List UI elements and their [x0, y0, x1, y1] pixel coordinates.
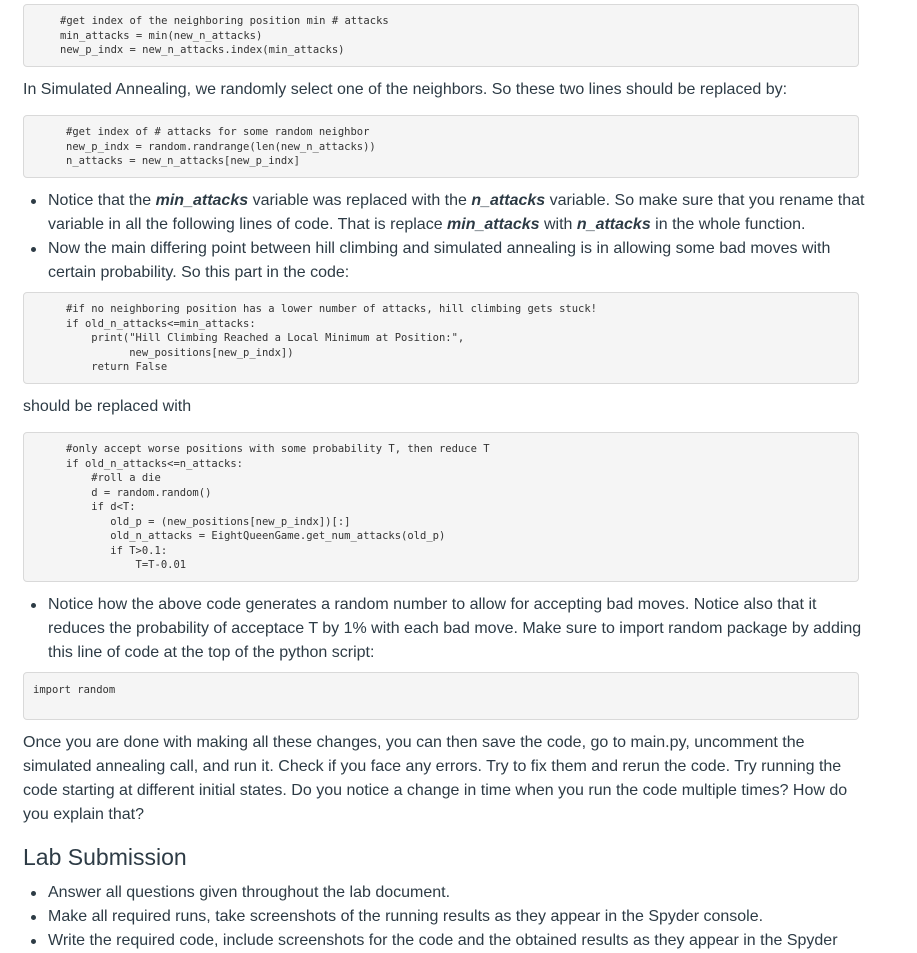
code-text: import random: [33, 684, 116, 696]
variable-name: n_attacks: [576, 216, 651, 233]
bullet-text: variable. So make sure that you rename that variable in all the following lines of code. That is replace: [48, 192, 865, 233]
submission-list: [23, 881, 873, 953]
list-item: Notice how the above code generates a random number to allow for accepting bad moves. Notice also that it reduces the probability of acceptace T by 1% with each bad move. Make sure to import random package by adding this line of code at the top of the python script:: [23, 593, 873, 665]
variable-name: n_attacks: [471, 192, 546, 209]
code-text: #only accept worse positions with some probability T, then reduce T if old_n_attacks<=n_attacks: #roll a die d = random.random() if d<T: old_p = (new_positions[new_p_indx])[:] old_n_attacks = EightQueenGame.get_num_attacks(old_p) if T>0.1: T=T-0.01: [66, 443, 490, 571]
bullet-text: variable was replaced with the: [248, 192, 472, 209]
code-block-import: [23, 672, 859, 720]
code-block-hill-climbing-check: [23, 292, 859, 384]
bullet-text: in the whole function.: [650, 216, 806, 233]
variable-name: min_attacks: [155, 192, 249, 209]
list-item: Answer all questions given throughout the lab document.: [23, 881, 873, 905]
bullet-text: Notice that the: [48, 192, 156, 209]
replaced-with-text: should be replaced with: [23, 398, 192, 415]
code-text: #get index of the neighboring position min # attacks min_attacks = min(new_n_attacks) new_p_indx = new_n_attacks.index(min_attacks): [60, 15, 389, 56]
code-text: #get index of # attacks for some random neighbor new_p_indx = random.randrange(len(new_n_attacks)) n_attacks = new_n_attacks[new_p_indx]: [66, 126, 376, 167]
section-heading: Lab Submission: [23, 844, 187, 870]
code-block-annealing-acceptance: [23, 432, 859, 582]
code-block-random-neighbor: [23, 115, 859, 178]
code-block-min-attacks: [23, 4, 859, 67]
instructions-list-2: [23, 593, 873, 665]
instructions-list: [23, 189, 873, 285]
variable-name: min_attacks: [447, 216, 540, 233]
list-item: Now the main differing point between hill climbing and simulated annealing is in allowing some bad moves with certain probability. So this part in the code:: [23, 237, 873, 285]
list-item: Make all required runs, take screenshots of the running results as they appear in the Spyder console.: [23, 905, 873, 929]
code-text: #if no neighboring position has a lower number of attacks, hill climbing gets stuck! if old_n_attacks<=min_attacks: print("Hill Climbing Reached a Local Minimum at Position:", new_positions[new_p_indx]) return False: [66, 303, 598, 373]
list-item: Write the required code, include screenshots for the code and the obtained results as they appear in the Spyder: [23, 929, 873, 953]
closing-paragraph: Once you are done with making all these changes, you can then save the code, go to main.py, uncomment the simulated annealing call, and run it. Check if you face any errors. Try to fix them and rerun the code. Try running the code starting at different initial states. Do you notice a change in time when you run the code multiple times? How do you explain that?: [23, 734, 848, 823]
list-item: [23, 189, 873, 237]
bullet-text: with: [539, 216, 577, 233]
sa-intro-text: In Simulated Annealing, we randomly select one of the neighbors. So these two lines should be replaced by:: [23, 81, 788, 98]
